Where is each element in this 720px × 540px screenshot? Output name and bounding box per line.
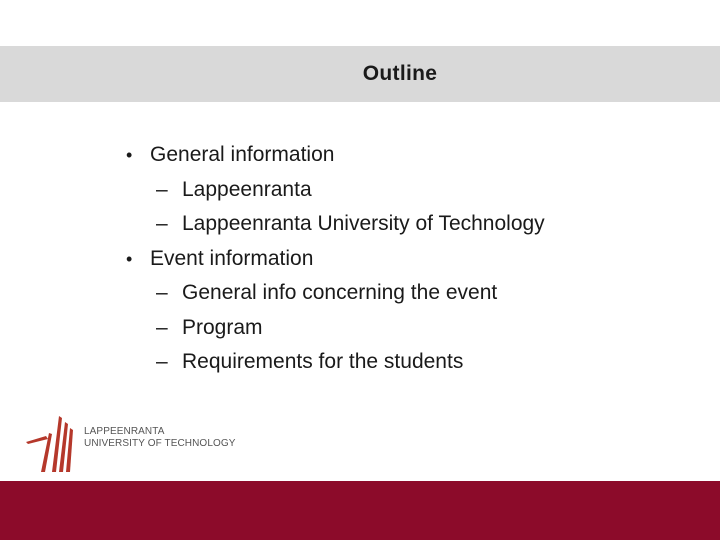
slide-title: Outline bbox=[362, 62, 438, 85]
bullet-item bbox=[124, 138, 684, 173]
bullet-text: Program bbox=[182, 315, 263, 339]
footer-band bbox=[0, 481, 720, 540]
bullet-item bbox=[124, 242, 684, 277]
bullet-text: General information bbox=[150, 143, 335, 166]
bullet-text: General info concerning the event bbox=[182, 281, 498, 304]
bullet-marker: • bbox=[126, 145, 133, 165]
lut-emblem-icon bbox=[26, 412, 82, 472]
bullet-text: Requirements for the students bbox=[182, 350, 464, 373]
logo-text-line2: UNIVERSITY OF TECHNOLOGY bbox=[84, 438, 236, 449]
sub-bullet-item bbox=[124, 311, 684, 346]
sub-bullet-item bbox=[124, 173, 684, 208]
bullet-text: Lappeenranta bbox=[182, 177, 312, 201]
logo-text-line1: LAPPEENRANTA bbox=[84, 426, 165, 437]
title-band bbox=[0, 46, 720, 102]
bullet-text: Event information bbox=[150, 246, 314, 270]
sub-bullet-item bbox=[124, 345, 684, 380]
bullet-marker: – bbox=[156, 350, 168, 373]
bullet-list bbox=[124, 138, 684, 380]
university-logo bbox=[26, 412, 236, 472]
bullet-text: Lappeenranta University of Technology bbox=[182, 212, 545, 235]
bullet-marker: • bbox=[126, 248, 133, 269]
bullet-marker: – bbox=[156, 212, 168, 235]
bullet-marker: – bbox=[156, 177, 168, 201]
bullet-marker: – bbox=[156, 281, 168, 304]
bullet-marker: – bbox=[156, 315, 168, 339]
sub-bullet-item bbox=[124, 207, 684, 242]
sub-bullet-item bbox=[124, 276, 684, 311]
